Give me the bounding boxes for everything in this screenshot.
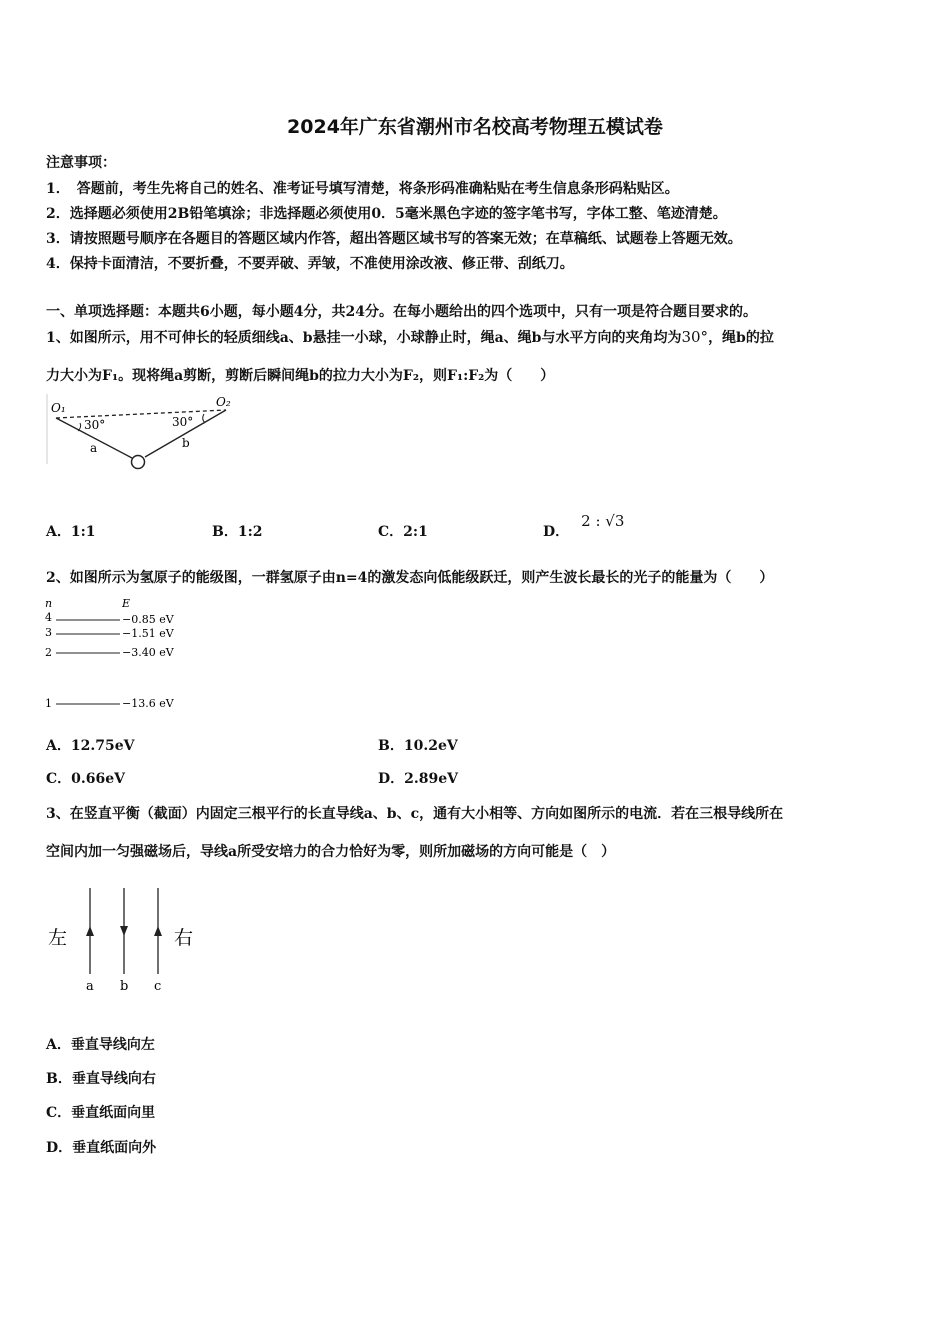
notice-item: 4．保持卡面清洁，不要折叠，不要弄破、弄皱，不准使用涂改液、修正带、刮纸刀。 [46, 256, 574, 272]
arrow-up-icon [86, 926, 94, 936]
ceiling-dashed-line [56, 410, 226, 418]
wire-label: b [120, 979, 129, 994]
level-energy: −3.40 eV [122, 646, 174, 659]
level-energy: −13.6 eV [122, 697, 174, 710]
e-axis-label: E [122, 597, 131, 610]
notice-item: 1． 答题前，考生先将自己的姓名、准考证号填写清楚，将条形码准确粘贴在考生信息条形码粘贴区。 [46, 181, 679, 197]
q1-angle: 30° [681, 328, 709, 346]
wire-label: a [86, 979, 94, 994]
q2-option-d[interactable]: D．2.89eV [378, 771, 459, 787]
q3-option-c[interactable]: C．垂直纸面向里 [46, 1105, 156, 1121]
label-angle-right: 30° [172, 415, 194, 429]
section-heading: 一、单项选择题：本题共6小题，每小题4分，共24分。在每小题给出的四个选项中，只有一项是符合题目要求的。 [46, 304, 757, 320]
q1-figure [44, 394, 234, 476]
q1-option-a[interactable]: A．1:1 [46, 524, 96, 540]
ball [132, 456, 145, 469]
q1-stem-line2: 力大小为F₁。现将绳a剪断，剪断后瞬间绳b的拉力大小为F₂，则F₁:F₂为（ ） [46, 368, 555, 384]
q3-option-d[interactable]: D．垂直纸面向外 [46, 1140, 157, 1156]
q1-option-b[interactable]: B．1:2 [212, 524, 263, 540]
n-axis-label: n [45, 597, 53, 610]
q3-wire-figure [44, 882, 204, 997]
q1-text-end: ，绳b的拉 [708, 330, 774, 346]
wire-label: c [154, 979, 162, 994]
label-right: 右 [174, 927, 194, 949]
level-energy: −0.85 eV [122, 613, 174, 626]
level-n: 2 [45, 646, 52, 659]
q3-stem-line1: 3、在竖直平衡（截面）内固定三根平行的长直导线a、b、c，通有大小相等、方向如图所示的电流．若在三根导线所在 [46, 806, 784, 822]
q2-option-c[interactable]: C．0.66eV [46, 771, 126, 787]
q1-option-c[interactable]: C．2:1 [378, 524, 428, 540]
q2-stem: 2、如图所示为氢原子的能级图，一群氢原子由n=4的激发态向低能级跃迁，则产生波长最长的光子的能量为（ ） [46, 570, 774, 586]
q1-text: 1、如图所示，用不可伸长的轻质细线a、b悬挂一小球，小球静止时，绳a、绳b与水平方向的夹角均为 [46, 330, 682, 346]
q3-option-b[interactable]: B．垂直导线向右 [46, 1071, 156, 1087]
level-energy: −1.51 eV [122, 627, 174, 640]
q3-option-a[interactable]: A．垂直导线向左 [46, 1037, 155, 1053]
level-n: 1 [45, 697, 52, 710]
label-o1: O₁ [51, 401, 66, 415]
q1-stem-line1 [46, 327, 926, 347]
notice-heading: 注意事项： [46, 155, 116, 171]
q2-option-b[interactable]: B．10.2eV [378, 738, 458, 754]
q2-energy-diagram [42, 594, 192, 714]
level-n: 3 [45, 626, 52, 639]
label-o2: O₂ [216, 395, 231, 409]
arrow-up-icon [154, 926, 162, 936]
label-rope-b: b [182, 436, 190, 450]
page-title: 2024年广东省潮州市名校高考物理五模试卷 [287, 116, 663, 138]
notice-item: 2．选择题必须使用2B铅笔填涂；非选择题必须使用0．5毫米黑色字迹的签字笔书写，字体工整、笔迹清楚。 [46, 206, 727, 222]
level-n: 4 [45, 611, 52, 624]
q1-option-d[interactable]: D．2 : √3 [543, 512, 625, 540]
label-angle-left: 30° [84, 418, 106, 432]
arrow-down-icon [120, 926, 128, 936]
q3-stem-line2: 空间内加一匀强磁场后，导线a所受安培力的合力恰好为零，则所加磁场的方向可能是（ ） [46, 844, 616, 860]
q2-option-a[interactable]: A．12.75eV [46, 738, 135, 754]
notice-item: 3．请按照题号顺序在各题目的答题区域内作答，超出答题区域书写的答案无效；在草稿纸、试题卷上答题无效。 [46, 231, 742, 247]
label-rope-a: a [90, 441, 98, 455]
label-left: 左 [48, 927, 68, 949]
